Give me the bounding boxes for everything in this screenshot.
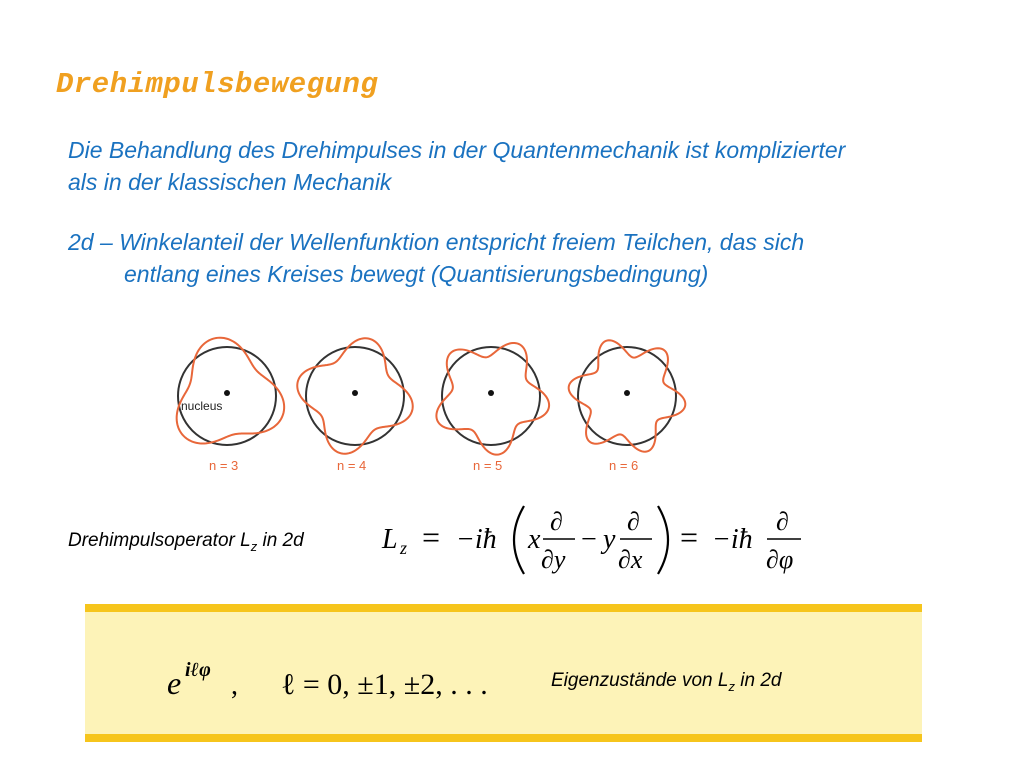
page-title: Drehimpulsbewegung	[56, 68, 379, 101]
nucleus-dot	[624, 390, 630, 396]
eigen-comma: ,	[231, 670, 238, 701]
eigen-ell-values: ℓ = 0, ±1, ±2, . . .	[281, 668, 488, 701]
formula-left-paren	[514, 506, 524, 574]
eigen-label-prefix: Eigenzustände von L	[551, 670, 729, 691]
operator-label-suffix: in 2d	[257, 530, 304, 551]
orbit-n3	[177, 338, 284, 473]
standing-wave	[177, 338, 284, 444]
formula-equals-1: =	[422, 519, 441, 555]
nucleus-dot	[224, 390, 230, 396]
angular-momentum-operator-formula	[378, 500, 818, 580]
eigen-exponent: iℓφ	[185, 659, 211, 681]
orbit-label: n = 3	[209, 458, 239, 473]
intro-line-1: Die Behandlung des Drehimpulses in der Quantenmechanik ist komplizierter	[68, 137, 846, 163]
formula-partial-3: ∂	[776, 507, 789, 536]
orbit-n5	[436, 343, 549, 473]
point-2d-line-1: 2d – Winkelanteil der Wellenfunktion entspricht freiem Teilchen, das sich	[68, 229, 805, 255]
formula-x: x	[528, 524, 541, 555]
formula-dy: ∂y	[541, 545, 566, 574]
intro-paragraph	[68, 134, 968, 198]
formula-minus-ihbar-1: −iħ	[456, 524, 497, 555]
operator-label	[68, 530, 304, 554]
operator-label-prefix: Drehimpulsoperator L	[68, 530, 251, 551]
operator-label-sub: z	[250, 538, 258, 554]
point-2d-paragraph	[68, 226, 968, 290]
intro-line-2: als in der klassischen Mechanik	[68, 169, 392, 195]
formula-L-sub: z	[400, 538, 408, 558]
formula-dx: ∂x	[618, 545, 643, 574]
nucleus-dot	[352, 390, 358, 396]
formula-minus: −	[581, 524, 597, 555]
formula-dphi: ∂φ	[766, 545, 794, 574]
eigenstates-box	[85, 604, 922, 742]
orbit-n6	[569, 340, 686, 473]
formula-y: y	[603, 524, 616, 555]
eigen-label-sub: z	[728, 678, 735, 694]
eigenstates-formula	[161, 624, 541, 720]
orbit-label: n = 6	[609, 458, 639, 473]
orbit-diagrams	[155, 322, 715, 480]
formula-minus-ihbar-2: −iħ	[712, 524, 753, 555]
nucleus-dot	[488, 390, 494, 396]
point-2d-line-2: entlang eines Kreises bewegt (Quantisierungsbedingung)	[124, 261, 709, 287]
formula-partial-1: ∂	[550, 507, 563, 536]
nucleus-label: nucleus	[181, 399, 223, 413]
orbit-label: n = 5	[473, 458, 503, 473]
formula-L: L	[382, 524, 398, 555]
formula-partial-2: ∂	[627, 507, 640, 536]
eigenstates-label	[551, 670, 781, 694]
eigen-label-suffix: in 2d	[734, 670, 782, 691]
orbit-n4	[297, 338, 412, 473]
standing-wave	[436, 343, 549, 455]
formula-equals-2: =	[680, 519, 699, 555]
eigen-e: e	[167, 665, 182, 701]
formula-right-paren	[658, 506, 668, 574]
orbit-label: n = 4	[337, 458, 367, 473]
